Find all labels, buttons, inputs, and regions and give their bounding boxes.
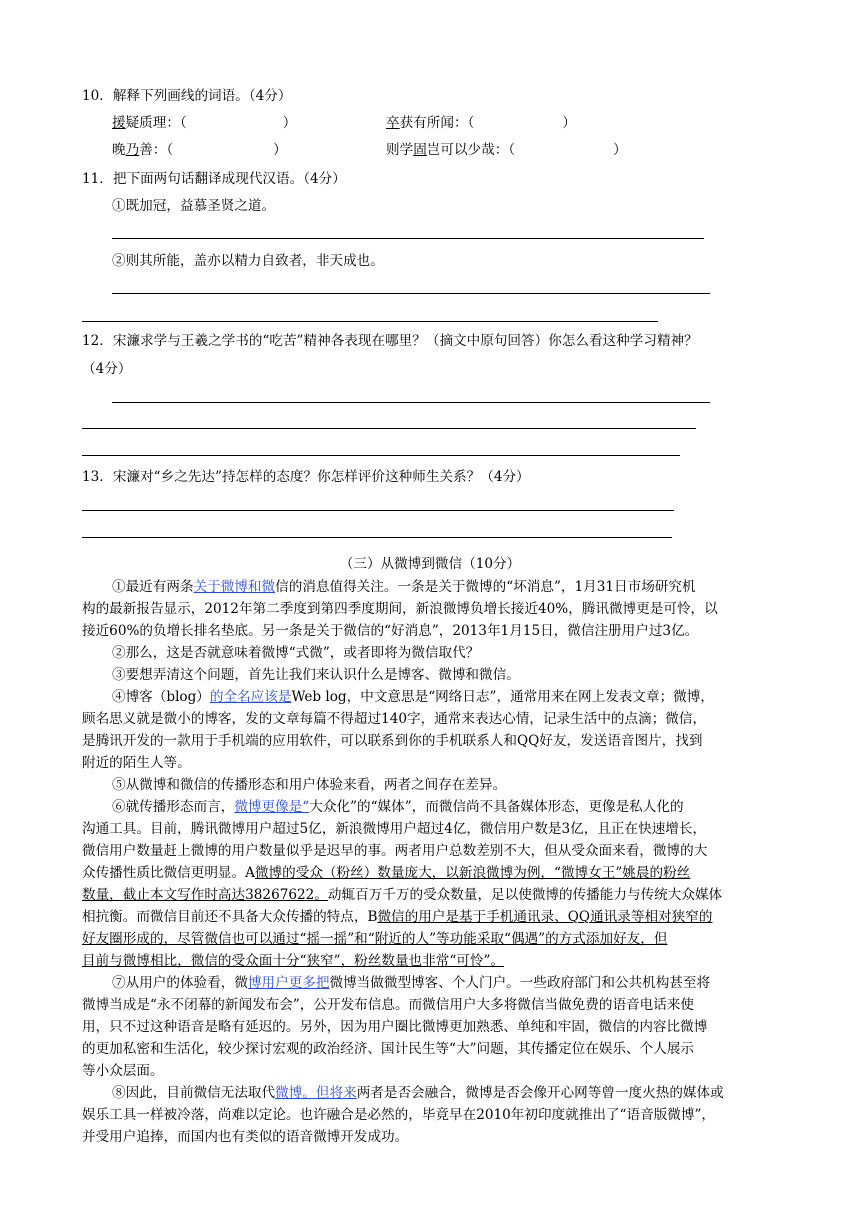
q12-title: 12．宋濂求学与王羲之学书的“吃苦”精神各表现在哪里？（摘文中原句回答）你怎么看这种学习精神？ [82, 333, 698, 349]
marker-a: A [245, 865, 255, 881]
answer-line[interactable] [112, 402, 710, 403]
paragraph-line: 微博当成是“永不闭幕的新闻发布会”，公开发布信息。而微信用户大多将微信当做免费的语音电话来使 [82, 997, 695, 1013]
paragraph-line: 等小众层面。 [82, 1063, 164, 1079]
q10-item-2: 卒获有所闻：（ ） [386, 115, 576, 131]
paragraph-line: 微信用户数量赶上微博的用户数量似乎是迟早的事。两者用户总数差别不大，但从受众面来看，微博的大 [82, 843, 708, 859]
q10-item-1: 援疑质理：（ ） [112, 115, 297, 131]
paragraph-line: 众传播性质比微信更明显。A微博的受众（粉丝）数量庞大，以新浪微博为例，“微博女王”姚晨的粉丝 [82, 865, 691, 881]
underlined-word: 卒 [386, 115, 400, 131]
underlined-word: 援 [112, 115, 126, 131]
paragraph-line: 并受用户追捧，而国内也有类似的语音微博开发成功。 [82, 1129, 409, 1145]
q11-sentence-1: ①既加冠，益慕圣贤之道。 [112, 198, 276, 214]
underlined-sentence-b: 微信的用户是基于手机通讯录、QQ通讯录等相对狭窄的 [377, 909, 713, 925]
hyperlink[interactable]: 关于微博和微 [193, 579, 276, 595]
paragraph-6: ⑥就传播形态而言，微博更像是“大众化”的“媒体”，而微信尚不具备媒体形态，更像是私人化的 [112, 799, 684, 815]
paragraph-line: 构的最新报告显示，2012年第二季度到第四季度期间，新浪微博负增长接近40%，腾讯微博更是可怜，以 [82, 601, 718, 617]
underlined-word: 乃 [125, 142, 140, 158]
paragraph-line [82, 930, 667, 948]
answer-line[interactable] [82, 455, 680, 456]
paragraph-8: ⑧因此，目前微信无法取代微博。但将来两者是否会融合，微博是否会像开心网等曾一度火热的媒体或 [112, 1085, 724, 1101]
hyperlink[interactable]: 微博。但将来 [275, 1085, 357, 1101]
paragraph-line: 附近的陌生人等。 [82, 755, 191, 771]
q10-item-4: 则学固岂可以少哉：（ ） [386, 142, 627, 158]
q11-title: 11．把下面两句话翻译成现代汉语。（4分） [82, 171, 346, 187]
paragraph-3: ③要想弄清这个问题，首先让我们来认识什么是博客、微博和微信。 [112, 667, 520, 683]
hyperlink[interactable]: 的全名应该是 [209, 689, 292, 705]
underlined-sentence-a: 数量，截止本文写作时高达38267622。 [82, 887, 328, 903]
paragraph-line: 是腾讯开发的一款用于手机端的应用软件，可以联系到你的手机联系人和QQ好友，发送语音图片，找到 [82, 733, 703, 749]
underlined-sentence-b: 好友圈形成的，尽管微信也可以通过“摇一摇”和“附近的人”等功能采取“偶遇”的方式添加好友，但 [82, 931, 668, 947]
marker-b: B [367, 909, 378, 925]
paragraph-line: 相抗衡。而微信目前还不具备大众传播的特点，B微信的用户是基于手机通讯录、QQ通讯录等相对狭窄的 [82, 909, 713, 925]
paragraph-line: 的更加私密和生活化，较少探讨宏观的政治经济、国计民生等“大”问题，其传播定位在娱乐、个人展示 [82, 1041, 695, 1057]
paragraph-2: ②那么，这是否就意味着微博“式微”，或者即将为微信取代？ [112, 645, 480, 661]
underlined-sentence-b: 目前与微博相比，微信的受众面十分“狭窄”，粉丝数量也非常“可怜”。 [82, 953, 505, 969]
paragraph-line: 沟通工具。目前，腾讯微博用户超过5亿，新浪微博用户超过4亿，微信用户数是3亿，且正在快速增长， [82, 821, 707, 837]
q13-title: 13．宋濂对“乡之先达”持怎样的态度？你怎样评价这种师生关系？（4分） [82, 469, 530, 485]
paragraph-7: ⑦从用户的体验看，微博用户更多把微博当做微型博客、个人门户。一些政府部门和公共机构甚至将 [112, 975, 711, 991]
paragraph-1: ①最近有两条关于微博和微信的消息值得关注。一条是关于微博的“坏消息”，1月31日市场研究机 [112, 579, 696, 595]
answer-line[interactable] [82, 510, 674, 511]
hyperlink[interactable]: 微博更像是“ [234, 799, 310, 815]
q10-title: 10．解释下列画线的词语。（4分） [82, 88, 292, 104]
paragraph-line: 接近60%的负增长排名垫底。另一条是关于微信的“好消息”，2013年1月15日，微信注册用户过3亿。 [82, 623, 699, 639]
answer-line[interactable] [112, 238, 704, 239]
paragraph-line: 数量，截止本文写作时高达38267622。动辄百万千万的受众数量，足以使微博的传播能力与传统大众媒体 [82, 887, 723, 903]
section-title: （三）从微博到微信（10分） [339, 556, 521, 572]
paragraph-line: 用，只不过这种语音是略有延迟的。另外，因为用户圈比微博更加熟悉、单纯和牢固，微信的内容比微博 [82, 1019, 708, 1035]
paragraph-line: 娱乐工具一样被冷落，尚难以定论。也许融合是必然的，毕竟早在2010年初印度就推出了“语音版微博”， [82, 1107, 716, 1123]
paragraph-line: 顾名思义就是微小的博客，发的文章每篇不得超过140字，通常来表达心情，记录生活中的点滴；微信， [82, 711, 707, 727]
answer-line[interactable] [82, 321, 658, 322]
paragraph-line [82, 952, 504, 970]
paragraph-5: ⑤从微博和微信的传播形态和用户体验来看，两者之间存在差异。 [112, 777, 507, 793]
q10-item-3: 晚乃善：（ ） [112, 142, 287, 158]
underlined-sentence-a: 微博的受众（粉丝）数量庞大，以新浪微博为例，“微博女王”姚晨的粉丝 [254, 865, 691, 881]
q11-sentence-2: ②则其所能，盖亦以精力自致者，非天成也。 [112, 253, 384, 269]
answer-line[interactable] [82, 537, 672, 538]
answer-line[interactable] [82, 428, 696, 429]
q12-score: （4分） [82, 361, 132, 377]
answer-line[interactable] [112, 293, 710, 294]
underlined-word: 固 [413, 142, 427, 158]
hyperlink[interactable]: 博用户更多把 [247, 975, 330, 991]
paragraph-4: ④博客（blog）的全名应该是Web log，中文意思是“网络日志”，通常用来在网上发表文章；微博， [112, 689, 714, 705]
